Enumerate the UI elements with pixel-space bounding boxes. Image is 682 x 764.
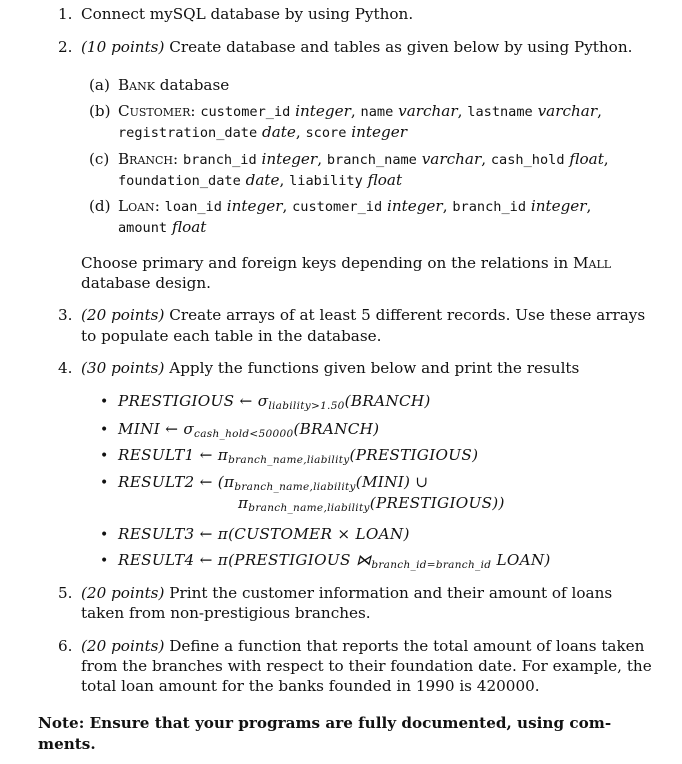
- field-name: lastname: [467, 104, 533, 120]
- bullet: •: [100, 448, 109, 464]
- field-type: integer: [295, 102, 351, 120]
- item-number: 2.: [58, 38, 73, 56]
- field-name: registration_date: [118, 125, 258, 141]
- keys-note-line: Choose primary and foreign keys depending on the relations in Mall: [81, 254, 612, 272]
- item-text: total loan amount for the banks founded in 1990 is 420000.: [81, 677, 540, 695]
- item-text: (20 points) Print the customer information and their amount of loans: [81, 584, 613, 602]
- field-name: name: [360, 104, 394, 120]
- item-text: (10 points) Create database and tables as given below by using Python.: [81, 38, 633, 56]
- subitem-label: (b): [89, 102, 111, 120]
- item-text: to populate each table in the database.: [81, 327, 382, 345]
- separator: ,: [317, 150, 323, 168]
- separator: ,: [603, 150, 609, 168]
- separator: ,: [279, 171, 285, 189]
- subitem-line: [118, 218, 206, 236]
- item-number: 1.: [58, 5, 73, 23]
- item-text: (20 points) Create arrays of at least 5 different records. Use these arrays: [81, 306, 646, 324]
- field-type: date: [245, 171, 280, 189]
- keys-note-line: database design.: [81, 274, 212, 292]
- bullet: •: [100, 475, 109, 491]
- item-text: from the branches with respect to their foundation date. For example, the: [81, 657, 652, 675]
- function-line: MINI ← σcash_hold<50000(BRANCH): [118, 420, 380, 440]
- function-line: RESULT2 ← (πbranch_name,liability(MINI) ∪: [118, 473, 429, 493]
- function-line: RESULT4 ← π(PRESTIGIOUS ⋈branch_id=branch_id LOAN): [118, 551, 551, 571]
- separator: ,: [597, 102, 602, 120]
- field-name: branch_id: [182, 152, 257, 168]
- field-name: branch_name: [326, 152, 417, 168]
- subitem-line: Customer: customer_id integer, name varchar, lastname varchar,: [118, 102, 602, 120]
- field-type: integer: [351, 123, 407, 141]
- separator: ,: [282, 197, 288, 215]
- bullet: •: [100, 553, 109, 569]
- subitem-label: (c): [89, 150, 110, 168]
- field-name: foundation_date: [118, 173, 241, 189]
- field-type: date: [261, 123, 296, 141]
- field-type: varchar: [398, 102, 458, 120]
- field-type: integer: [261, 150, 318, 168]
- field-name: cash_hold: [490, 152, 565, 168]
- separator: ,: [481, 150, 487, 168]
- function-line: RESULT1 ← πbranch_name,liability(PRESTIGIOUS): [118, 446, 479, 466]
- field-type: varchar: [537, 102, 598, 120]
- field-type: integer: [226, 197, 283, 215]
- item-text: taken from non-prestigious branches.: [81, 604, 371, 622]
- function-line: RESULT3 ← π(CUSTOMER × LOAN): [118, 525, 410, 543]
- subitem-label: (d): [89, 197, 111, 215]
- field-name: loan_id: [164, 199, 222, 215]
- function-line-continued: πbranch_name,liability(PRESTIGIOUS)): [238, 494, 505, 514]
- field-name: branch_id: [452, 199, 527, 215]
- field-name: customer_id: [292, 199, 383, 215]
- note-line: Note: Ensure that your programs are fully documented, using com-: [38, 714, 612, 732]
- field-name: amount: [118, 220, 168, 236]
- subitem-label: (a): [89, 76, 110, 94]
- separator: ,: [457, 102, 463, 120]
- bullet: •: [100, 527, 109, 543]
- separator: ,: [295, 123, 301, 141]
- field-name: score: [305, 125, 347, 141]
- field-name: liability: [289, 173, 363, 189]
- subitem-line: [118, 171, 402, 189]
- item-text: (30 points) Apply the functions given below and print the results: [81, 359, 580, 377]
- item-number: 6.: [58, 637, 73, 655]
- item-number: 4.: [58, 359, 73, 377]
- field-type: integer: [386, 197, 443, 215]
- bullet: •: [100, 422, 109, 438]
- field-type: float: [171, 218, 207, 236]
- item-text: Connect mySQL database by using Python.: [81, 5, 414, 23]
- field-type: float: [569, 150, 604, 168]
- item-number: 5.: [58, 584, 73, 602]
- field-type: integer: [530, 197, 587, 215]
- item-text: (20 points) Define a function that reports the total amount of loans taken: [81, 637, 645, 655]
- subitem-line: Loan: loan_id integer, customer_id integer, branch_id integer,: [118, 197, 592, 215]
- separator: ,: [350, 102, 356, 120]
- bullet: •: [100, 394, 109, 410]
- note-line: ments.: [38, 735, 96, 753]
- field-name: customer_id: [200, 104, 291, 120]
- field-type: float: [367, 171, 403, 189]
- subitem-text: Bank database: [118, 76, 230, 94]
- item-number: 3.: [58, 306, 73, 324]
- separator: ,: [586, 197, 592, 215]
- subitem-line: Branch: branch_id integer, branch_name varchar, cash_hold float,: [118, 150, 609, 168]
- separator: ,: [442, 197, 448, 215]
- function-line: PRESTIGIOUS ← σliability>1.50(BRANCH): [118, 392, 431, 412]
- field-type: varchar: [421, 150, 482, 168]
- subitem-line: [118, 123, 407, 141]
